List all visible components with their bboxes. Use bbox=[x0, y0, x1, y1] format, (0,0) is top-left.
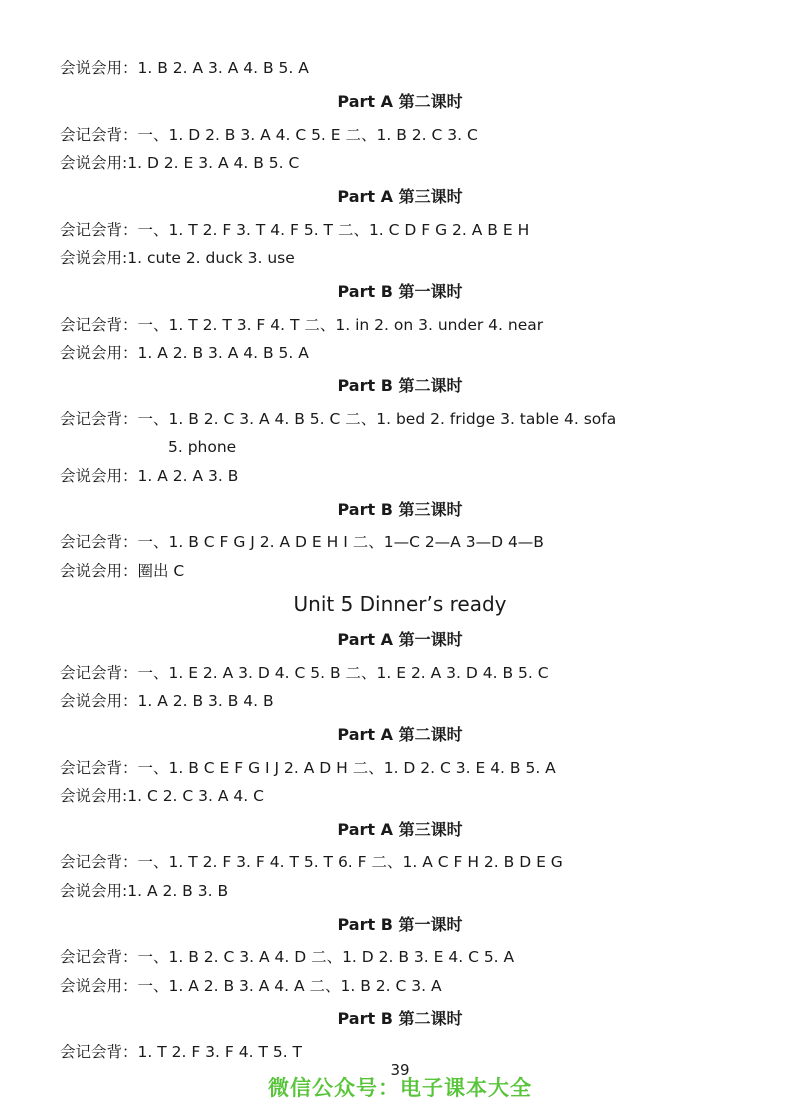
answer-row: 会记会背：一、1. T 2. T 3. F 4. T 二、1. in 2. on 3. under 4. near bbox=[60, 316, 544, 334]
section-heading: Part A 第二课时 bbox=[337, 92, 463, 111]
answer-row: 会说会用:1. A 2. B 3. B bbox=[60, 882, 229, 900]
answer-row: 会记会背：一、1. T 2. F 3. T 4. F 5. T 二、1. C D F G 2. A B E H bbox=[60, 221, 530, 239]
section-heading: Part B 第二课时 bbox=[337, 1009, 463, 1028]
answer-row: 会记会背：一、1. B 2. C 3. A 4. D 二、1. D 2. B 3. E 4. C 5. A bbox=[60, 948, 515, 966]
unit-title: Unit 5 Dinner’s ready bbox=[293, 592, 507, 616]
answer-row: 会说会用：1. A 2. B 3. B 4. B bbox=[60, 692, 274, 710]
answer-row: 会记会背：一、1. B C E F G I J 2. A D H 二、1. D 2. C 3. E 4. B 5. A bbox=[60, 759, 556, 777]
section-heading: Part B 第一课时 bbox=[337, 915, 463, 934]
answer-row: 会说会用：圈出 C bbox=[60, 562, 185, 580]
section-heading: Part B 第一课时 bbox=[337, 282, 463, 301]
section-heading: Part A 第三课时 bbox=[337, 820, 463, 839]
answer-row: 会记会背：一、1. B C F G J 2. A D E H I 二、1—C 2—A 3—D 4—B bbox=[60, 533, 544, 551]
answer-row: 会说会用：1. B 2. A 3. A 4. B 5. A bbox=[60, 59, 309, 77]
page-number: 39 bbox=[390, 1061, 410, 1079]
section-heading: Part B 第三课时 bbox=[337, 500, 463, 519]
section-heading: Part A 第三课时 bbox=[337, 187, 463, 206]
answer-row: 会记会背：1. T 2. F 3. F 4. T 5. T bbox=[60, 1043, 303, 1061]
answer-row: 会说会用:1. D 2. E 3. A 4. B 5. C bbox=[60, 154, 300, 172]
answer-row: 会说会用：一、1. A 2. B 3. A 4. A 二、1. B 2. C 3. A bbox=[60, 977, 442, 995]
answer-row: 会说会用：1. A 2. A 3. B bbox=[60, 467, 239, 485]
answer-row-continuation: 5. phone bbox=[168, 438, 237, 456]
answer-row: 会记会背：一、1. B 2. C 3. A 4. B 5. C 二、1. bed 2. fridge 3. table 4. sofa bbox=[60, 410, 617, 428]
section-heading: Part A 第一课时 bbox=[337, 630, 463, 649]
section-heading: Part B 第二课时 bbox=[337, 376, 463, 395]
watermark: 微信公众号：电子课本大全 bbox=[268, 1076, 532, 1100]
answer-row: 会说会用:1. C 2. C 3. A 4. C bbox=[60, 787, 264, 805]
answer-row: 会记会背：一、1. T 2. F 3. F 4. T 5. T 6. F 二、1. A C F H 2. B D E G bbox=[60, 853, 563, 871]
answer-row: 会说会用：1. A 2. B 3. A 4. B 5. A bbox=[60, 344, 309, 362]
answer-row: 会记会背：一、1. D 2. B 3. A 4. C 5. E 二、1. B 2. C 3. C bbox=[60, 126, 478, 144]
section-heading: Part A 第二课时 bbox=[337, 725, 463, 744]
answer-row: 会记会背：一、1. E 2. A 3. D 4. C 5. B 二、1. E 2. A 3. D 4. B 5. C bbox=[60, 664, 549, 682]
answer-row: 会说会用:1. cute 2. duck 3. use bbox=[60, 249, 295, 267]
